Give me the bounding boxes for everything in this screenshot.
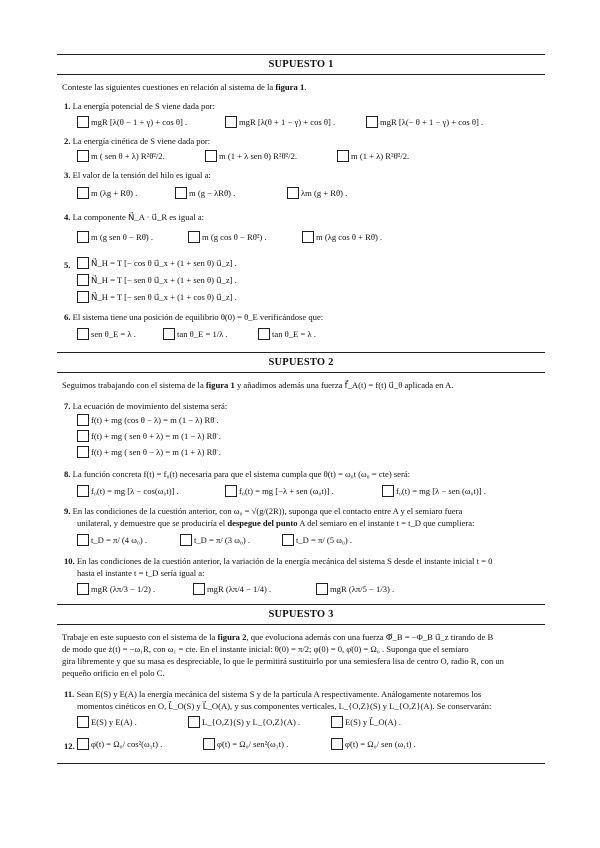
question-8: 8. La función concreta f(t) = f₀(t) necesaria para que el sistema cumpla que θ(t) = ω₀t (ω₀ = cte) será: xyxy=(64,469,411,479)
section-1-intro: Conteste las siguientes cuestiones en relación al sistema de la figura 1. xyxy=(62,82,307,92)
q9-option-a[interactable]: t_D = π/ (4 ω₀) . xyxy=(77,533,147,547)
q7-option-a[interactable]: f(t) + mg (cos θ − λ) = m (1 − λ) Rθ̈ . xyxy=(77,413,219,427)
q3-option-b[interactable]: m (g − λRθ̈) . xyxy=(175,186,235,200)
question-3: 3. El valor de la tensión del hilo es igual a: xyxy=(64,170,211,180)
checkbox[interactable] xyxy=(316,583,328,595)
q5-option-c[interactable]: N⃗_H = T [− sen θ u⃗_x + (1 + cos θ) u⃗_z] . xyxy=(77,290,237,304)
q12-option-b[interactable]: φ̇(t) = Ω₀/ sen²(ω₁t) . xyxy=(203,737,288,751)
question-11-line-1: 11. Sean E(S) y E(A) la energía mecánica del sistema S y de la partícula A respectivamente. Análogamente notaremos los xyxy=(64,689,482,699)
q12-option-a[interactable]: φ̇(t) = Ω₀/ cos²(ω₁t) . xyxy=(77,737,162,751)
q2-option-b[interactable]: m (1 + λ sen θ) R²θ̇²/2. xyxy=(205,149,297,163)
checkbox[interactable] xyxy=(366,116,378,128)
checkbox[interactable] xyxy=(188,716,200,728)
checkbox[interactable] xyxy=(175,187,187,199)
q8-option-b[interactable]: f₀(t) = mg [−λ + sen (ω₀t)] . xyxy=(225,484,334,498)
question-9-line-1: 9. En las condiciones de la cuestión anterior, con ω₀ = √(g/(2R)), suponga que el contacto entre A y el semiaro fuera xyxy=(64,506,463,516)
q5-option-a[interactable]: N⃗_H = T [− cos θ u⃗_x + (1 + sen θ) u⃗_z] . xyxy=(77,256,237,270)
q6-option-c[interactable]: tan θ_E = λ . xyxy=(258,327,316,341)
question-7: 7. La ecuación de movimiento del sistema será: xyxy=(64,401,228,411)
section-1-title: SUPUESTO 1 xyxy=(268,59,334,70)
checkbox[interactable] xyxy=(77,583,89,595)
section-3-paragraph-line-4: pequeño orificio en el polo C. xyxy=(62,668,165,678)
q11-option-b[interactable]: L_{O,Z}(S) y L_{O,Z}(A) . xyxy=(188,715,300,729)
question-9-line-2: unilateral, y demuestre que se produciría el despegue del punto A del semiaro en el instante t = t_D que cumpliera: xyxy=(77,518,475,528)
q2-option-a[interactable]: m ( sen θ + λ) R²θ̇²/2. xyxy=(77,149,165,163)
checkbox[interactable] xyxy=(302,231,314,243)
checkbox[interactable] xyxy=(77,231,89,243)
q11-option-a[interactable]: E(S) y E(A) . xyxy=(77,715,137,729)
question-10-line-1: 10. En las condiciones de la cuestión anterior, la variación de la energía mecánica del sistema S desde el instante inicial t = 0 xyxy=(64,556,493,566)
q6-option-b[interactable]: tan θ_E = 1/λ . xyxy=(163,327,228,341)
q5-option-b[interactable]: N⃗_H = T [− sen θ u⃗_x + (1 + sen θ) u⃗_z] . xyxy=(77,273,237,287)
section-1-title-rule xyxy=(57,74,545,75)
bottom-rule xyxy=(57,763,545,764)
section-3-title: SUPUESTO 3 xyxy=(268,609,334,620)
checkbox[interactable] xyxy=(188,231,200,243)
question-11-line-2: momentos cinéticos en O, L⃗_O(S) y L⃗_O(A), y sus componentes verticales, L_{O,Z}(S) y L_{O,Z}(A). Se conservarán: xyxy=(77,701,492,711)
checkbox[interactable] xyxy=(282,534,294,546)
checkbox[interactable] xyxy=(193,583,205,595)
q10-option-a[interactable]: mgR (λπ/3 − 1/2) . xyxy=(77,582,155,596)
checkbox[interactable] xyxy=(205,150,217,162)
checkbox[interactable] xyxy=(77,738,89,750)
q2-option-c[interactable]: m (1 + λ) R²θ̇²/2. xyxy=(337,149,409,163)
q1-option-b[interactable]: mgR [λ(θ + 1 − γ) + cos θ] . xyxy=(225,115,335,129)
q1-option-a[interactable]: mgR [λ(θ − 1 + γ) + cos θ] . xyxy=(77,115,187,129)
section-3-paragraph-line-3: gira libremente y que su masa es despreciable, lo que le permitirá sustituirlo por una semiesfera lisa de centro O, radio R, con un xyxy=(62,656,504,666)
q4-option-b[interactable]: m (g cos θ − Rθ̇²) . xyxy=(188,230,267,244)
q3-option-c[interactable]: λm (g + Rθ̈) . xyxy=(287,186,347,200)
question-6: 6. El sistema tiene una posición de equilibrio θ(0) = θ_E verificándose que: xyxy=(64,312,324,322)
question-12: 12. xyxy=(64,741,75,751)
q7-option-c[interactable]: f(t) + mg ( sen θ − λ) = m (1 + λ) Rθ̈ . xyxy=(77,445,221,459)
checkbox[interactable] xyxy=(77,274,89,286)
checkbox[interactable] xyxy=(77,534,89,546)
q4-option-c[interactable]: m (λg cos θ + Rθ̈) . xyxy=(302,230,382,244)
question-5: 5. xyxy=(64,260,71,270)
checkbox[interactable] xyxy=(225,116,237,128)
checkbox[interactable] xyxy=(77,414,89,426)
q10-option-c[interactable]: mgR (λπ/5 − 1/3) . xyxy=(316,582,394,596)
checkbox[interactable] xyxy=(287,187,299,199)
section-2-title-rule xyxy=(57,372,545,373)
section-3-paragraph-line-2: de modo que ż(t) = −ω₁R, con ω₁ = cte. En el instante inicial: θ(0) = π/2; φ(0) = 0, φ̇(0) = Ω₀ . Suponga que el semiaro xyxy=(62,644,469,654)
q11-option-c[interactable]: E(S) y L⃗_O(A) . xyxy=(331,715,401,729)
checkbox[interactable] xyxy=(382,485,394,497)
q6-option-a[interactable]: sen θ_E = λ . xyxy=(77,327,136,341)
question-10-line-2: hasta el instante t = t_D sería igual a: xyxy=(77,568,205,578)
checkbox[interactable] xyxy=(77,485,89,497)
q9-option-c[interactable]: t_D = π/ (5 ω₀) . xyxy=(282,533,352,547)
q4-option-a[interactable]: m (g sen θ − Rθ̈) . xyxy=(77,230,153,244)
checkbox[interactable] xyxy=(77,291,89,303)
q8-option-c[interactable]: f₀(t) = mg [λ − sen (ω₀t)] . xyxy=(382,484,486,498)
checkbox[interactable] xyxy=(77,446,89,458)
top-rule xyxy=(57,54,545,55)
checkbox[interactable] xyxy=(331,738,343,750)
checkbox[interactable] xyxy=(203,738,215,750)
section-2-rule xyxy=(57,352,545,353)
checkbox[interactable] xyxy=(258,328,270,340)
q12-option-c[interactable]: φ̇(t) = Ω₀/ sen (ω₁t) . xyxy=(331,737,416,751)
checkbox[interactable] xyxy=(337,150,349,162)
section-2-title: SUPUESTO 2 xyxy=(268,357,334,368)
checkbox[interactable] xyxy=(225,485,237,497)
section-2-intro: Seguimos trabajando con el sistema de la figura 1 y añadimos además una fuerza f⃗_A(t) = f(t) u⃗_θ aplicada en A. xyxy=(62,380,454,390)
checkbox[interactable] xyxy=(180,534,192,546)
section-3-rule xyxy=(57,604,545,605)
checkbox[interactable] xyxy=(77,116,89,128)
q3-option-a[interactable]: m (λg + Rθ̈) . xyxy=(77,186,137,200)
question-1: 1. La energía potencial de S viene dada por: xyxy=(64,101,215,111)
question-2: 2. La energía cinética de S viene dada por: xyxy=(64,136,211,146)
q8-option-a[interactable]: f₀(t) = mg [λ − cos(ω₀t)] . xyxy=(77,484,179,498)
section-3-paragraph-line-1: Trabaje en este supuesto con el sistema de la figura 2, que evoluciona además con una fuerza Φ⃗_B = −Φ_B u⃗_z tirando de B xyxy=(62,632,494,642)
checkbox[interactable] xyxy=(331,716,343,728)
checkbox[interactable] xyxy=(77,187,89,199)
q9-option-b[interactable]: t_D = π/ (3 ω₀) . xyxy=(180,533,250,547)
checkbox[interactable] xyxy=(77,150,89,162)
q1-option-c[interactable]: mgR [λ(− θ + 1 − γ) + cos θ] . xyxy=(366,115,483,129)
section-3-title-rule xyxy=(57,624,545,625)
q10-option-b[interactable]: mgR (λπ/4 − 1/4) . xyxy=(193,582,271,596)
checkbox[interactable] xyxy=(77,716,89,728)
question-4: 4. La componente N⃗_A · u⃗_R es igual a: xyxy=(64,212,205,222)
checkbox[interactable] xyxy=(77,430,89,442)
checkbox[interactable] xyxy=(163,328,175,340)
checkbox[interactable] xyxy=(77,328,89,340)
q7-option-b[interactable]: f(t) + mg ( sen θ + λ) = m (1 − λ) Rθ̈ . xyxy=(77,429,221,443)
checkbox[interactable] xyxy=(77,257,89,269)
